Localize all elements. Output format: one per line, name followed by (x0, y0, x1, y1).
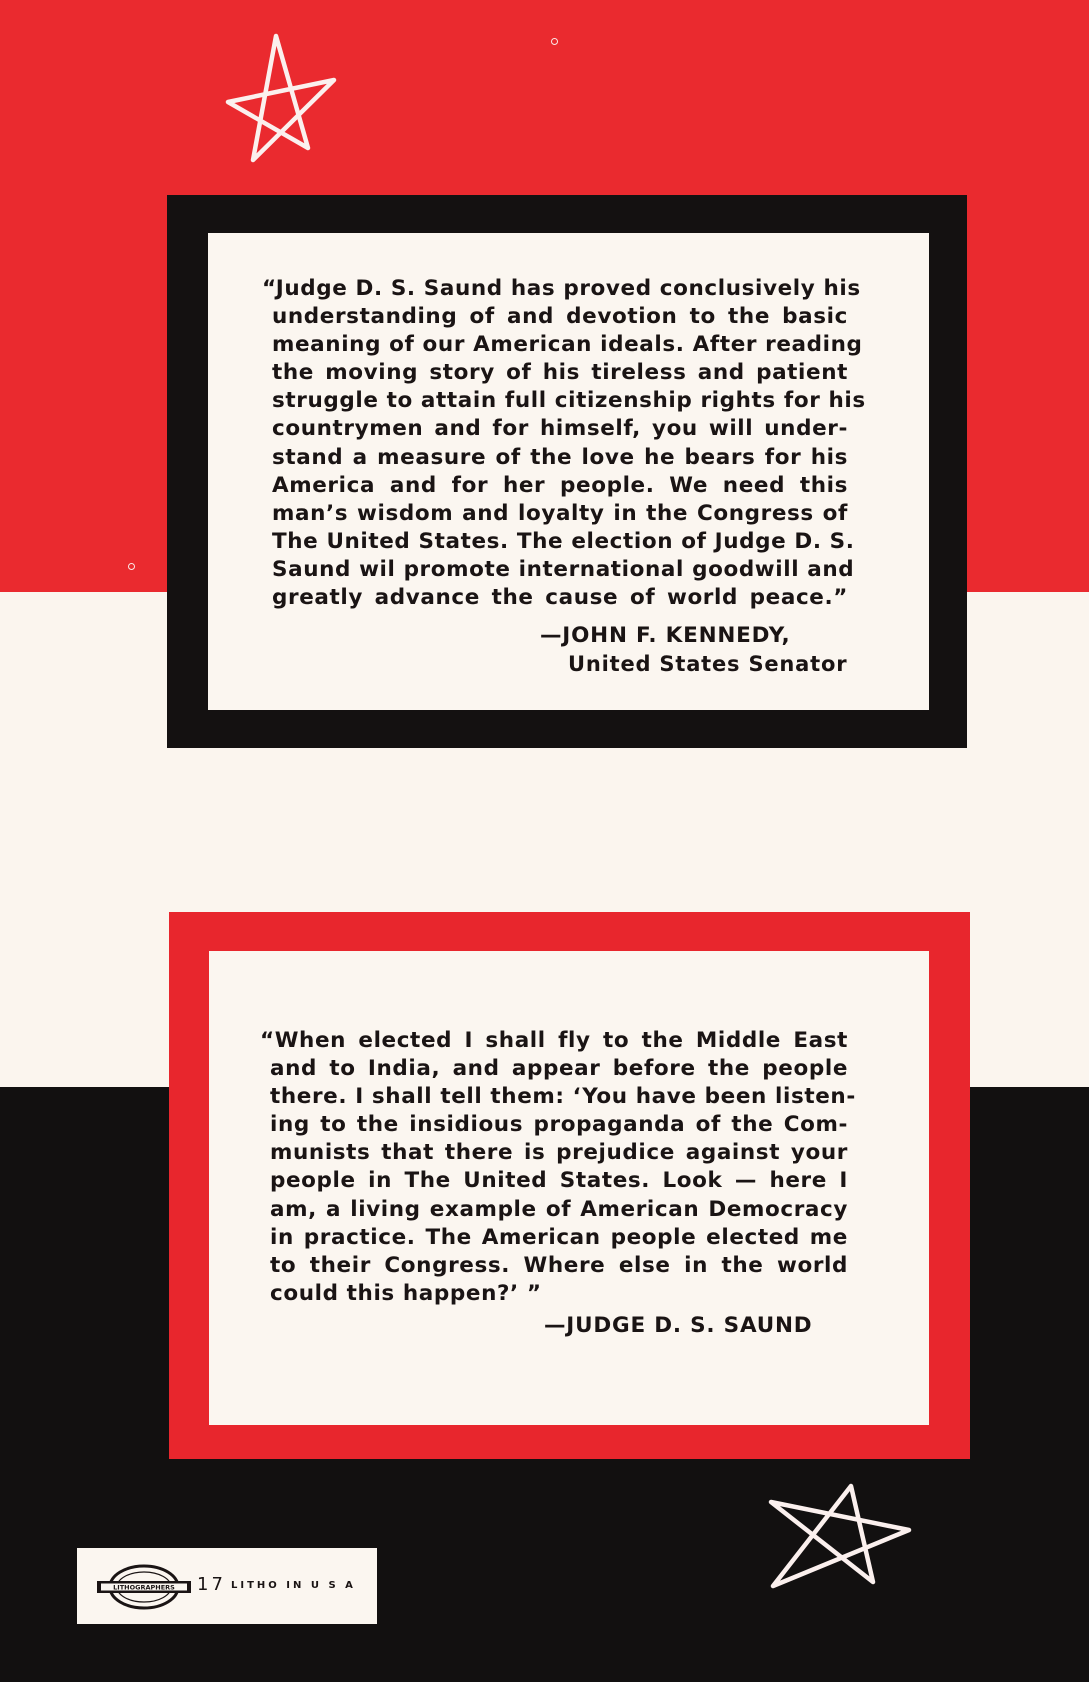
quote-line: could this happen?’ ” (270, 1280, 542, 1306)
quote-line: Saund wil promote international goodwill and (272, 556, 855, 582)
quote-line: The United States. The election of Judge D. S. (272, 528, 855, 554)
quote-line: stand a measure of the love he bears for his (272, 444, 848, 470)
quote-line: am, a living example of American Democracy (270, 1196, 848, 1222)
saund-quote (260, 1027, 856, 1308)
quote-line: there. I shall tell them: ‘You have been listen- (270, 1084, 856, 1110)
quote-line: meaning of our American ideals. After reading (272, 332, 863, 358)
quote-line: in practice. The American people elected me (270, 1224, 848, 1250)
quote-line: man’s wisdom and loyalty in the Congress of (272, 500, 848, 526)
sheet-number: 17 (197, 1574, 226, 1595)
small-circle-mark (551, 38, 558, 45)
quote-line: “When elected I shall fly to the Middle East (260, 1028, 848, 1053)
printer-label (77, 1548, 377, 1624)
quote-line: understanding of and devotion to the basic (272, 304, 848, 330)
saund-attribution-name: —JUDGE D. S. SAUND (544, 1313, 813, 1338)
quote-line: struggle to attain full citizenship rights for his (272, 388, 866, 414)
quote-line: America and for her people. We need this (272, 472, 848, 498)
star-icon (765, 1480, 913, 1590)
litho-imprint: LITHO IN U S A (231, 1580, 356, 1591)
quote-line: and to India, and appear before the people (270, 1056, 848, 1082)
quote-line: “Judge D. S. Saund has proved conclusively his (262, 276, 861, 301)
quote-line: countrymen and for himself, you will under- (272, 416, 848, 442)
quote-line: people in The United States. Look — here I (270, 1168, 848, 1194)
union-label-icon (95, 1562, 193, 1612)
kennedy-attribution-title: United States Senator (568, 652, 848, 676)
star-icon (222, 30, 340, 166)
quote-line: greatly advance the cause of world peace.” (272, 585, 848, 611)
quote-line: ing to the insidious propaganda of the Com- (270, 1112, 848, 1138)
quote-line: to their Congress. Where else in the world (270, 1252, 848, 1278)
quote-line: munists that there is prejudice against your (270, 1140, 848, 1166)
kennedy-attribution-name: —JOHN F. KENNEDY, (540, 623, 791, 648)
kennedy-quote (262, 275, 866, 612)
small-circle-mark (128, 563, 135, 570)
quote-line: the moving story of his tireless and patient (272, 360, 848, 386)
union-label-text: LITHOGRAPHERS (113, 1583, 175, 1592)
